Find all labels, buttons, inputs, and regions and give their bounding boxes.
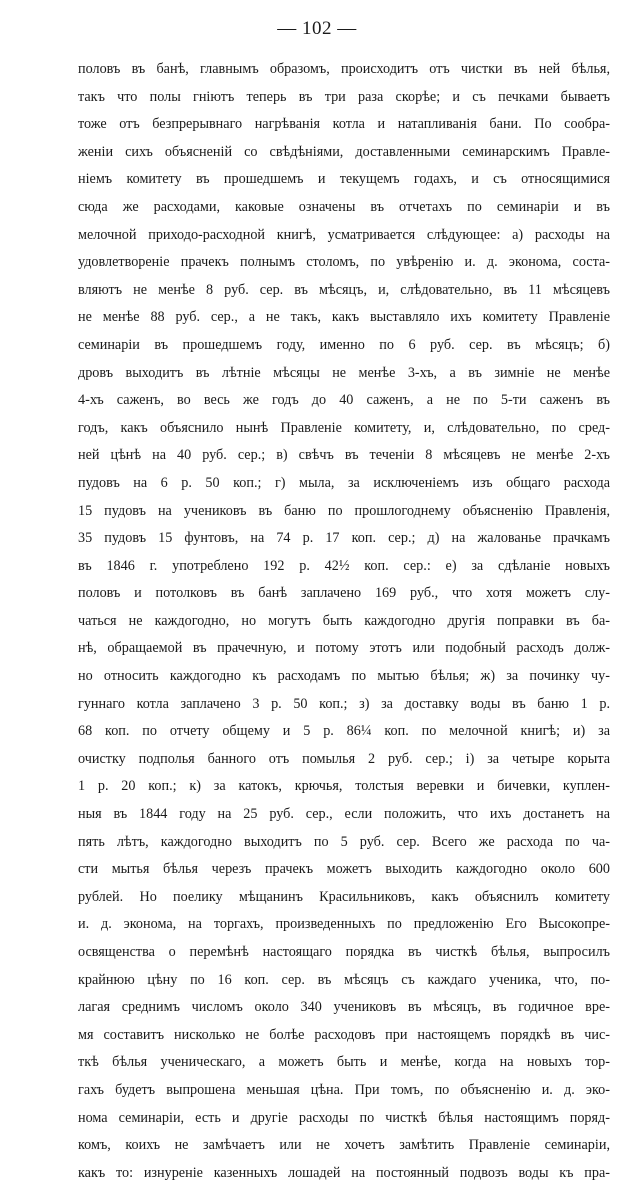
text-line: сти мытья бѣлья черезъ прачекъ можетъ выходить каждогодно около 600 [78,861,610,878]
text-line: 1 р. 20 коп.; к) за катокъ, крючья, толстыя веревки и бичевки, куплен- [78,778,610,795]
text-line: но относить каждогодно къ расходамъ по мытью бѣлья; ж) за починку чу- [78,668,610,685]
text-line: въ 1846 г. употреблено 192 р. 42½ коп. сер.: е) за сдѣланіе новыхъ [78,557,610,574]
text-line: гуннаго котла заплачено 3 р. 50 коп.; з) за доставку воды въ баню 1 р. [78,695,610,712]
text-line: годъ, какъ объяснило нынѣ Правленіе комитету, и, слѣдовательно, по сред- [78,419,610,436]
text-line: мя составитъ нисколько не болѣе расходовъ при настоящемъ порядкѣ въ чис- [78,1026,610,1043]
text-line: удовлетвореніе прачекъ полнымъ столомъ, по увѣренію и. д. эконома, соста- [78,254,610,271]
text-line: вляютъ не менѣе 8 руб. сер. въ мѣсяцъ, и, слѣдовательно, въ 11 мѣсяцевъ [78,281,610,298]
body-text [78,56,610,1187]
text-line: семинаріи въ прошедшемъ году, именно по 6 руб. сер. въ мѣсяцъ; б) [78,336,610,353]
text-line: дровъ выходитъ въ лѣтніе мѣсяцы не менѣе 3-хъ, а въ зимніе не менѣе [78,364,610,381]
text-line: лагая среднимъ числомъ около 340 учениковъ въ мѣсяцъ, въ годичное вре- [78,999,610,1016]
text-line: нома семинаріи, есть и другіе расходы по чисткѣ бѣлья настоящимъ поряд- [78,1109,610,1126]
text-line: ныя въ 1844 году на 25 руб. сер., если положить, что ихъ достанетъ на [78,806,610,823]
text-line: какъ то: изнуреніе казенныхъ лошадей на постоянный подвозъ воды къ пра- [78,1164,610,1181]
text-line: 4-хъ саженъ, во весь же годъ до 40 саженъ, а не по 5-ти саженъ въ [78,392,610,409]
text-line: рублей. Но поелику мѣщанинъ Красильниковъ, какъ объяснилъ комитету [78,888,610,905]
text-line: пять лѣтъ, каждогодно выходитъ по 5 руб. сер. Всего же расхода по ча- [78,833,610,850]
text-line: такъ что полы гніютъ теперь въ три раза скорѣе; и съ печками бываетъ [78,88,610,105]
text-line: и. д. эконома, на торгахъ, произведенныхъ по предложенію Его Высокопре- [78,916,610,933]
text-line: нѣ, обращаемой въ прачечную, и потому этотъ или подобный расходъ долж- [78,640,610,657]
text-line: пудовъ на 6 р. 50 коп.; г) мыла, за исключеніемъ изъ общаго расхода [78,474,610,491]
text-line: комъ, коихъ не замѣчаетъ или не хочетъ замѣтить Правленіе семинаріи, [78,1137,610,1154]
text-line: очистку подполья банного отъ помылья 2 руб. сер.; і) за четыре корыта [78,750,610,767]
text-line: женіи сихъ объясненій со свѣдѣніями, доставленными семинарскимъ Правле- [78,143,610,160]
text-line: 68 коп. по отчету общему и 5 р. 86¼ коп. по мелочной книгѣ; и) за [78,723,610,740]
text-line: чаться не каждогодно, но могутъ быть каждогодно другія поправки въ ба- [78,612,610,629]
text-line: ніемъ комитету въ прошедшемъ и текущемъ годахъ, и съ относящимися [78,171,610,188]
text-line: не менѣе 88 руб. сер., а не такъ, какъ выставляло ихъ комитету Правленіе [78,309,610,326]
text-line: тоже отъ безпрерывнаго нагрѣванія котла и натапливанія бани. По сообра- [78,116,610,133]
page-number-header: — 102 — [277,18,357,39]
text-line: половъ въ банѣ, главнымъ образомъ, происходитъ отъ чистки въ ней бѣлья, [78,61,610,77]
text-line: 15 пудовъ на учениковъ въ баню по прошлогоднему объясненію Правленія, [78,502,610,519]
text-line: 35 пудовъ 15 фунтовъ, на 74 р. 17 коп. сер.; д) на жалованье прачкамъ [78,530,610,547]
text-line: освященства о перемѣнѣ настоящаго порядка въ чисткѣ бѣлья, выпросилъ [78,944,610,960]
text-line: гахъ будетъ выпрошена меньшая цѣна. При томъ, по объясненію и. д. эко- [78,1081,610,1098]
text-line: крайнюю цѣну по 16 коп. сер. въ мѣсяцъ съ каждаго ученика, что, по- [78,971,610,988]
text-line: мелочной приходо-расходной книгѣ, усматривается слѣдующее: а) расходы на [78,226,610,243]
text-line: сюда же расходами, каковые означены въ отчетахъ по семинаріи и въ [78,198,610,215]
text-line: ней цѣнѣ на 40 руб. сер.; в) свѣчъ въ теченіи 8 мѣсяцевъ не менѣе 2-хъ [78,447,610,464]
text-line: ткѣ бѣлья ученическаго, а можетъ быть и менѣе, когда на новыхъ тор- [78,1054,610,1071]
text-line: половъ и потолковъ въ банѣ заплачено 169 руб., что хотя можетъ слу- [78,585,610,602]
